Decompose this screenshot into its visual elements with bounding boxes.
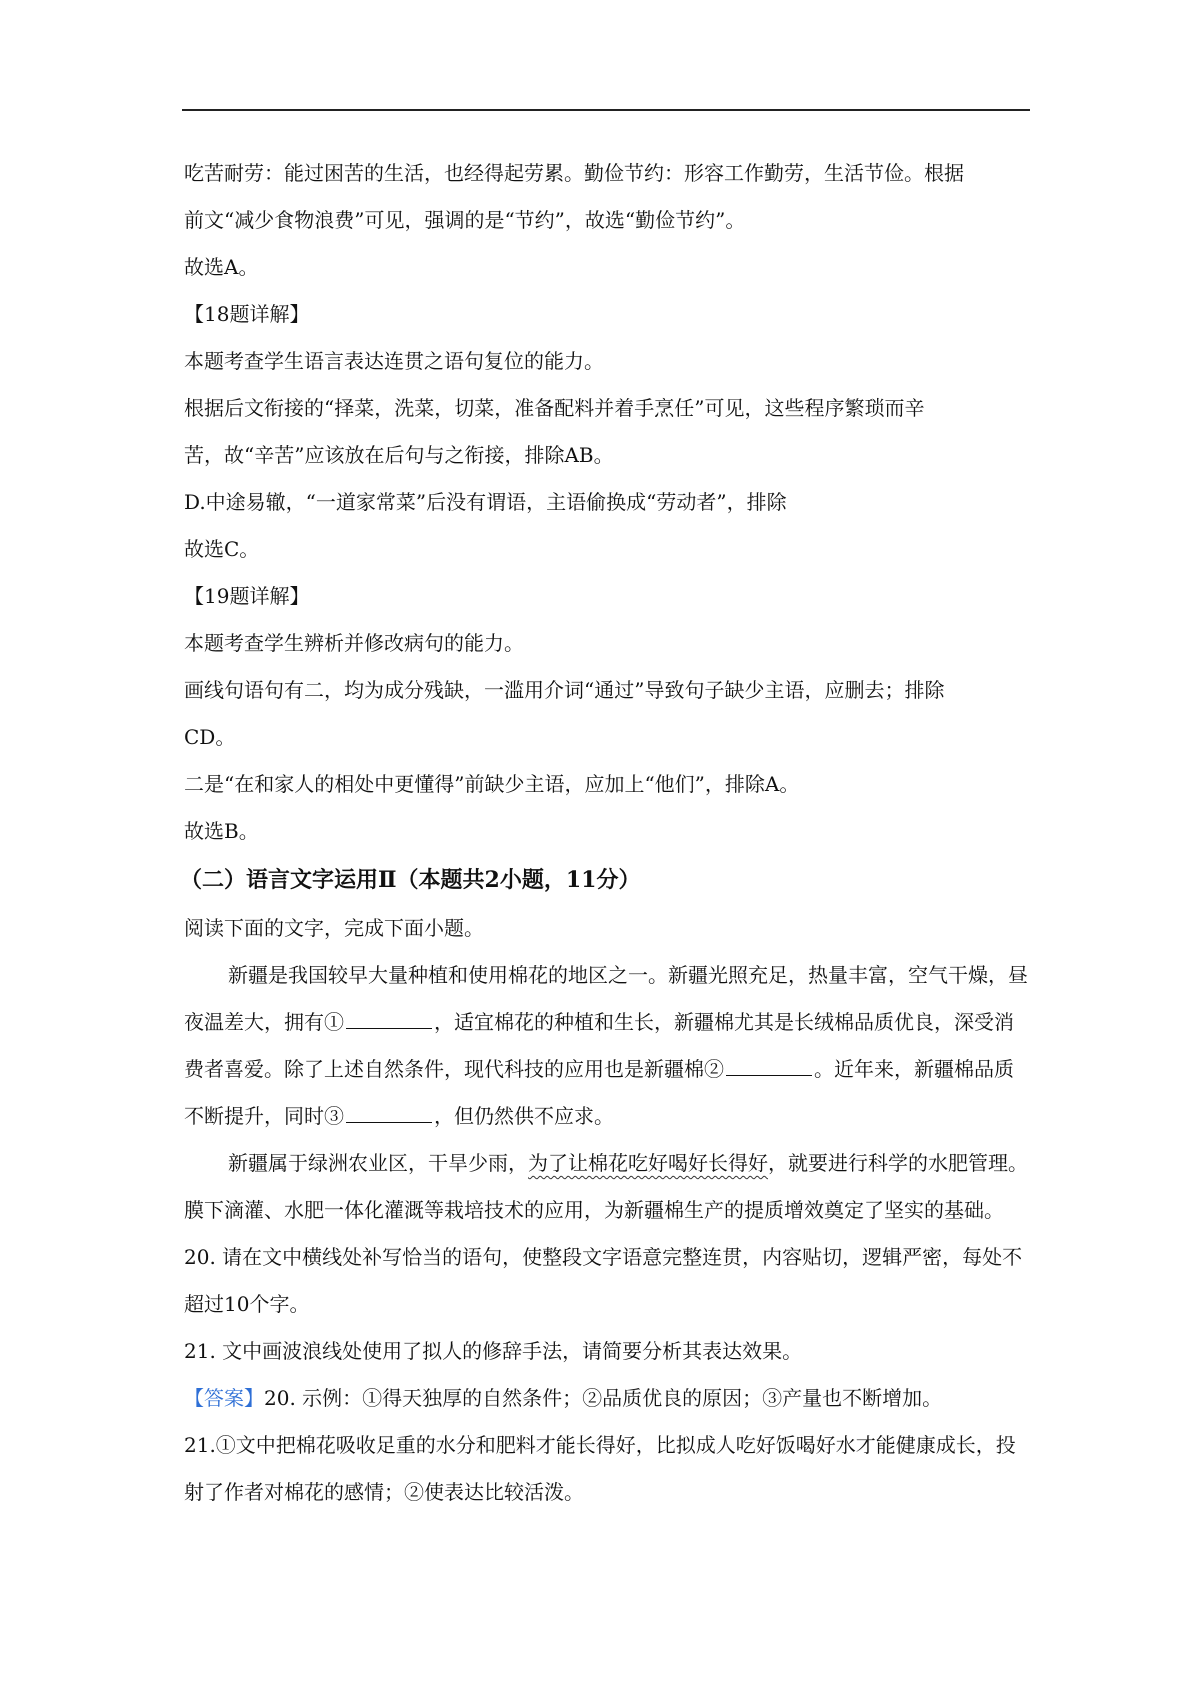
- answer-20: 20. 示例：①得天独厚的自然条件；②品质优良的原因；③产量也不断增加。: [264, 1386, 943, 1410]
- explanation-line: 画线句语句有二，均为成分残缺，一滥用介词“通过”导致句子缺少主语，应删去；排除: [184, 678, 945, 702]
- explanation-line: 根据后文衔接的“择菜，洗菜，切菜，准备配料并着手烹任”可见，这些程序繁琐而辛: [184, 396, 925, 420]
- explanation-line: D.中途易辙，“一道家常菜”后没有谓语，主语偷换成“劳动者”，排除: [184, 490, 787, 514]
- passage-text: 新疆属于绿洲农业区，干旱少雨，: [228, 1151, 528, 1175]
- fill-blank-1: [346, 1010, 432, 1029]
- section-instruction: 阅读下面的文字，完成下面小题。: [184, 916, 484, 940]
- passage-paragraph-1: [184, 952, 1030, 1140]
- explanation-line: 本题考查学生辨析并修改病句的能力。: [184, 631, 524, 655]
- passage-text: 新疆是我国较早大量种植和使用棉花的地区之一。新疆光照充足，热量丰富，空气干燥，昼夜温差大，拥有①: [184, 963, 1028, 1034]
- header-rule: [182, 109, 1030, 111]
- passage-text: ，就要进行科学的水肥管理。膜下滴灌、水肥一体化灌溉等栽培技术的应用，为新疆棉生产的提质增效奠定了坚实的基础。: [184, 1151, 1028, 1222]
- passage-text: ，但仍然供不应求。: [434, 1104, 614, 1128]
- question-18-heading: 【18题详解】: [184, 302, 310, 326]
- answer-21: 21.①文中把棉花吸收足重的水分和肥料才能长得好，比拟成人吃好饭喝好水才能健康成长，投射了作者对棉花的感情；②使表达比较活泼。: [184, 1433, 1016, 1504]
- answer-choice-line: 故选B。: [184, 819, 259, 843]
- answer-tag: 【答案】: [184, 1386, 264, 1410]
- fill-blank-3: [346, 1104, 432, 1123]
- wavy-underlined-phrase: 为了让棉花吃好喝好长得好: [528, 1151, 768, 1175]
- answer-line: [184, 1375, 1030, 1422]
- explanation-line: CD。: [184, 725, 236, 749]
- question-20: 20. 请在文中横线处补写恰当的语句，使整段文字语意完整连贯，内容贴切，逻辑严密，每处不超过10个字。: [184, 1245, 1023, 1316]
- explanation-line: 苦，故“辛苦”应该放在后句与之衔接，排除AB。: [184, 443, 614, 467]
- fill-blank-2: [726, 1057, 812, 1076]
- question-21: 21. 文中画波浪线处使用了拟人的修辞手法，请简要分析其表达效果。: [184, 1339, 803, 1363]
- answer-choice-line: 故选C。: [184, 537, 260, 561]
- passage-paragraph-2: [184, 1140, 1030, 1234]
- explanation-line: 前文“减少食物浪费”可见，强调的是“节约”，故选“勤俭节约”。: [184, 208, 746, 232]
- question-19-heading: 【19题详解】: [184, 584, 310, 608]
- explanation-line: 吃苦耐劳：能过困苦的生活，也经得起劳累。勤俭节约：形容工作勤劳，生活节俭。根据: [184, 161, 964, 185]
- passage-text: ，适宜棉花的种植和生长，新疆棉尤其是长绒棉品质优良，深受消费者喜爱。除了上述自然条件，现代科技的应用也是新疆棉②: [184, 1010, 1014, 1081]
- section-title: （二）语言文字运用Ⅱ（本题共2小题，11分）: [180, 867, 641, 893]
- explanation-line: 二是“在和家人的相处中更懂得”前缺少主语，应加上“他们”，排除A。: [184, 772, 800, 796]
- passage-text: 。近年来，新疆棉品质不断提升，同时③: [184, 1057, 1014, 1128]
- document-body: [180, 150, 1030, 1516]
- answer-choice-line: 故选A。: [184, 255, 259, 279]
- explanation-line: 本题考查学生语言表达连贯之语句复位的能力。: [184, 349, 604, 373]
